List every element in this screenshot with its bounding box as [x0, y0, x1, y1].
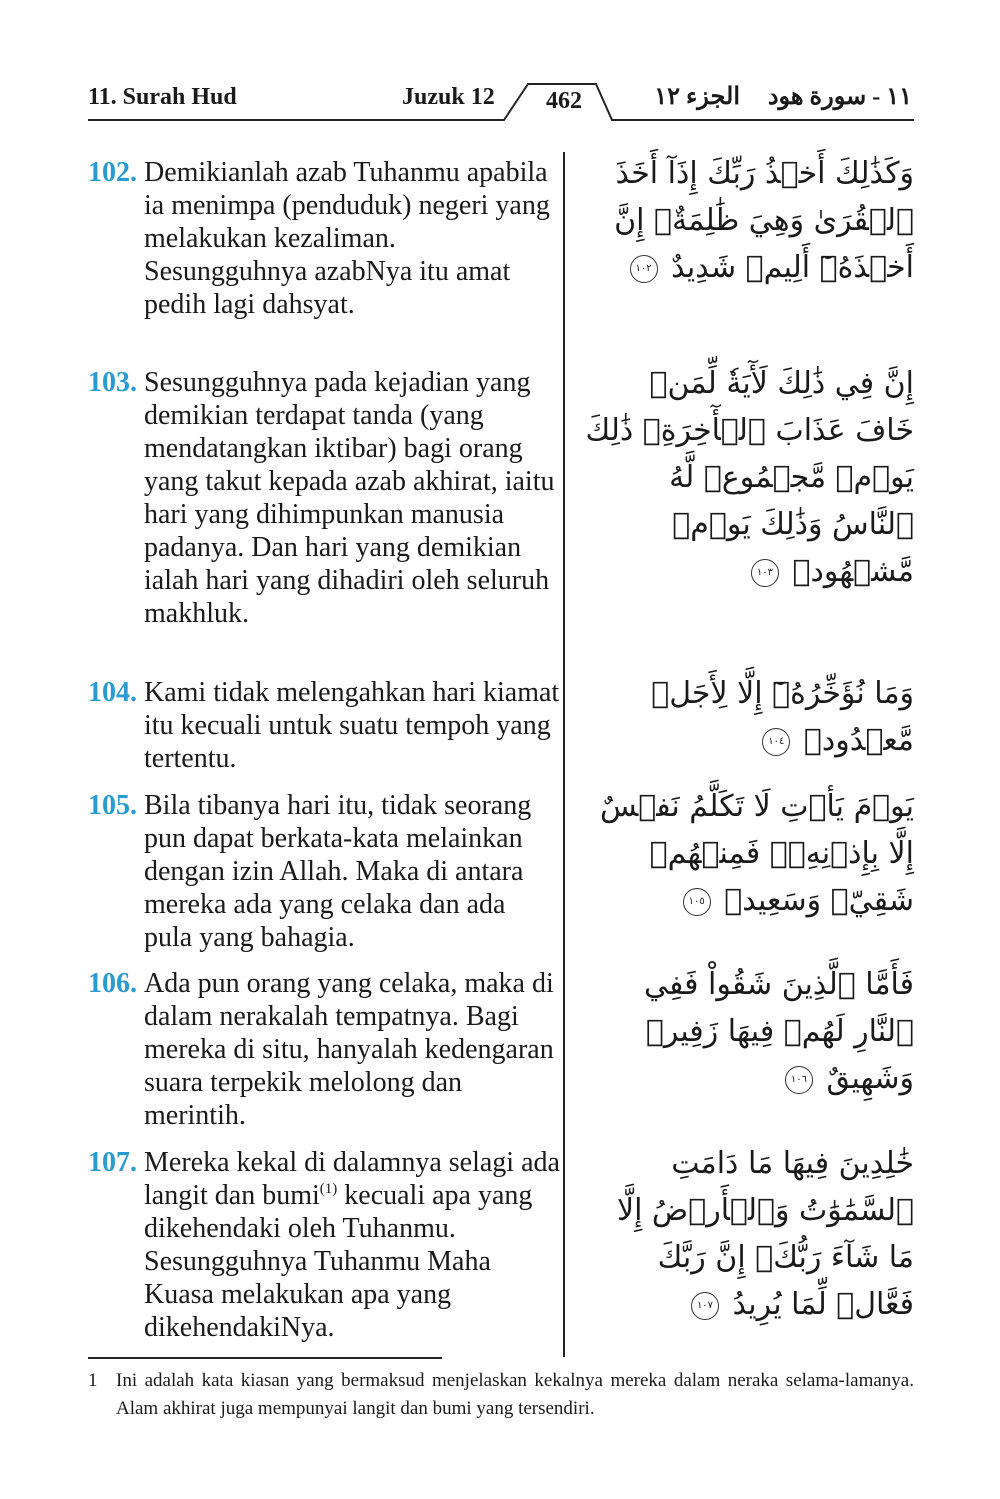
- verse-arabic-text: وَمَا نُؤَخِّرُهُۥٓ إِلَّا لِأَجَلٖ مَّعۡدُودٖ: [651, 676, 914, 758]
- verse-end-marker: ١٠٥: [683, 888, 711, 916]
- verse-number: 105.: [88, 790, 137, 821]
- surah-title-arabic: ١١ - سورة هود: [767, 84, 912, 110]
- verse-translation: Demikianlah azab Tuhanmu apabila ia menimpa (penduduk) negeri yang melakukan kezaliman. Sesungguhnya azabNya itu amat pedih lagi dahsyat.: [144, 157, 550, 320]
- juz-label-latin: Juzuk 12: [402, 84, 495, 110]
- verse-end-marker: ١٠٣: [751, 559, 779, 587]
- verse-arabic: [584, 961, 914, 1102]
- verse-translation: Bila tibanya hari itu, tidak seorang pun dapat berkata-kata melainkan dengan izin Allah. Maka di antara mereka ada yang celaka dan ada pula yang bahagia.: [144, 790, 532, 953]
- verse-arabic-text: خَٰلِدِينَ فِيهَا مَا دَامَتِ ٱلسَّمَٰوَٰتُ وَٱلۡأَرۡضُ إِلَّا مَا شَآءَ رَبُّكَۚ إِنَّ رَبَّكَ فَعَّالٞ لِّمَا يُرِيدُ: [616, 1146, 914, 1322]
- verse-arabic-text: إِنَّ فِي ذَٰلِكَ لَأٓيَةٗ لِّمَنۡ خَافَ عَذَابَ ٱلۡأٓخِرَةِۚ ذَٰلِكَ يَوۡمٞ مَّجۡمُوعٞ لَّهُ ٱلنَّاسُ وَذَٰلِكَ يَوۡمٞ مَّشۡهُودٞ: [585, 366, 914, 589]
- verse-translation: Kami tidak melengahkan hari kiamat itu kecuali untuk suatu tempoh yang tertentu.: [144, 677, 560, 774]
- verse-arabic: [584, 1140, 914, 1328]
- verse-arabic-text: فَأَمَّا ٱلَّذِينَ شَقُواْ فَفِي ٱلنَّارِ لَهُمۡ فِيهَا زَفِيرٞ وَشَهِيقٌ: [643, 967, 914, 1096]
- footnote-reference[interactable]: (1): [319, 1181, 338, 1197]
- surah-title-latin: 11. Surah Hud: [88, 84, 237, 110]
- verse-end-marker: ١٠٢: [630, 255, 658, 283]
- verse-number: 103.: [88, 367, 137, 398]
- verse-end-marker: ١٠٤: [762, 728, 790, 756]
- juz-label-arabic: الجزء ١٢: [654, 84, 740, 110]
- page-header: [0, 0, 1000, 130]
- page-number: 462: [546, 88, 582, 114]
- verse-number: 104.: [88, 677, 137, 708]
- verse-arabic-text: وَكَذَٰلِكَ أَخۡذُ رَبِّكَ إِذَآ أَخَذَ ٱلۡقُرَىٰ وَهِيَ ظَٰلِمَةٌۚ إِنَّ أَخۡذَهُۥٓ أَلِيمٞ شَدِيدٌ: [614, 156, 914, 285]
- verse-end-marker: ١٠٧: [691, 1292, 719, 1320]
- verse-translation: Ada pun orang yang celaka, maka di dalam nerakalah tempatnya. Bagi mereka di situ, hanyalah kedengaran suara terpekik melolong dan merintih.: [144, 968, 554, 1131]
- verse-translation-part: kecuali apa yang dikehendaki oleh Tuhanmu. Sesungguhnya Tuhanmu Maha Kuasa melakukan apa yang dikehendakiNya.: [144, 1180, 533, 1343]
- verse-number: 107.: [88, 1147, 137, 1178]
- verse-arabic: [584, 670, 914, 764]
- footnote-rule: [88, 1357, 442, 1359]
- footnote: [88, 1367, 914, 1423]
- verse-number: 106.: [88, 968, 137, 999]
- footnote-text: Ini adalah kata kiasan yang bermaksud menjelaskan kekalnya mereka dalam neraka selama-lamanya. Alam akhirat juga mempunyai langit dan bumi yang tersendiri.: [116, 1370, 914, 1419]
- column-divider: [563, 152, 565, 1357]
- verse-arabic: [584, 360, 914, 595]
- verse-translation: [144, 1146, 560, 1344]
- verse-arabic-text: يَوۡمَ يَأۡتِ لَا تَكَلَّمُ نَفۡسٌ إِلَّا بِإِذۡنِهِۦۚ فَمِنۡهُمۡ شَقِيّٞ وَسَعِيدٞ: [599, 789, 914, 918]
- verse-arabic: [584, 150, 914, 291]
- verse-translation-part: Mereka kekal di dalamnya selagi ada langit dan bumi: [144, 1147, 560, 1211]
- verse-number: 102.: [88, 157, 137, 188]
- verse-translation: Sesungguhnya pada kejadian yang demikian terdapat tanda (yang mendatangkan iktibar) bagi orang yang takut kepada azab akhirat, iaitu hari yang dihimpunkan manusia padanya. Dan hari yang demikian ialah hari yang dihadiri oleh seluruh makhluk.: [144, 367, 555, 629]
- footnote-number: 1: [88, 1370, 98, 1391]
- verse-end-marker: ١٠٦: [785, 1066, 813, 1094]
- verse-arabic: [584, 783, 914, 924]
